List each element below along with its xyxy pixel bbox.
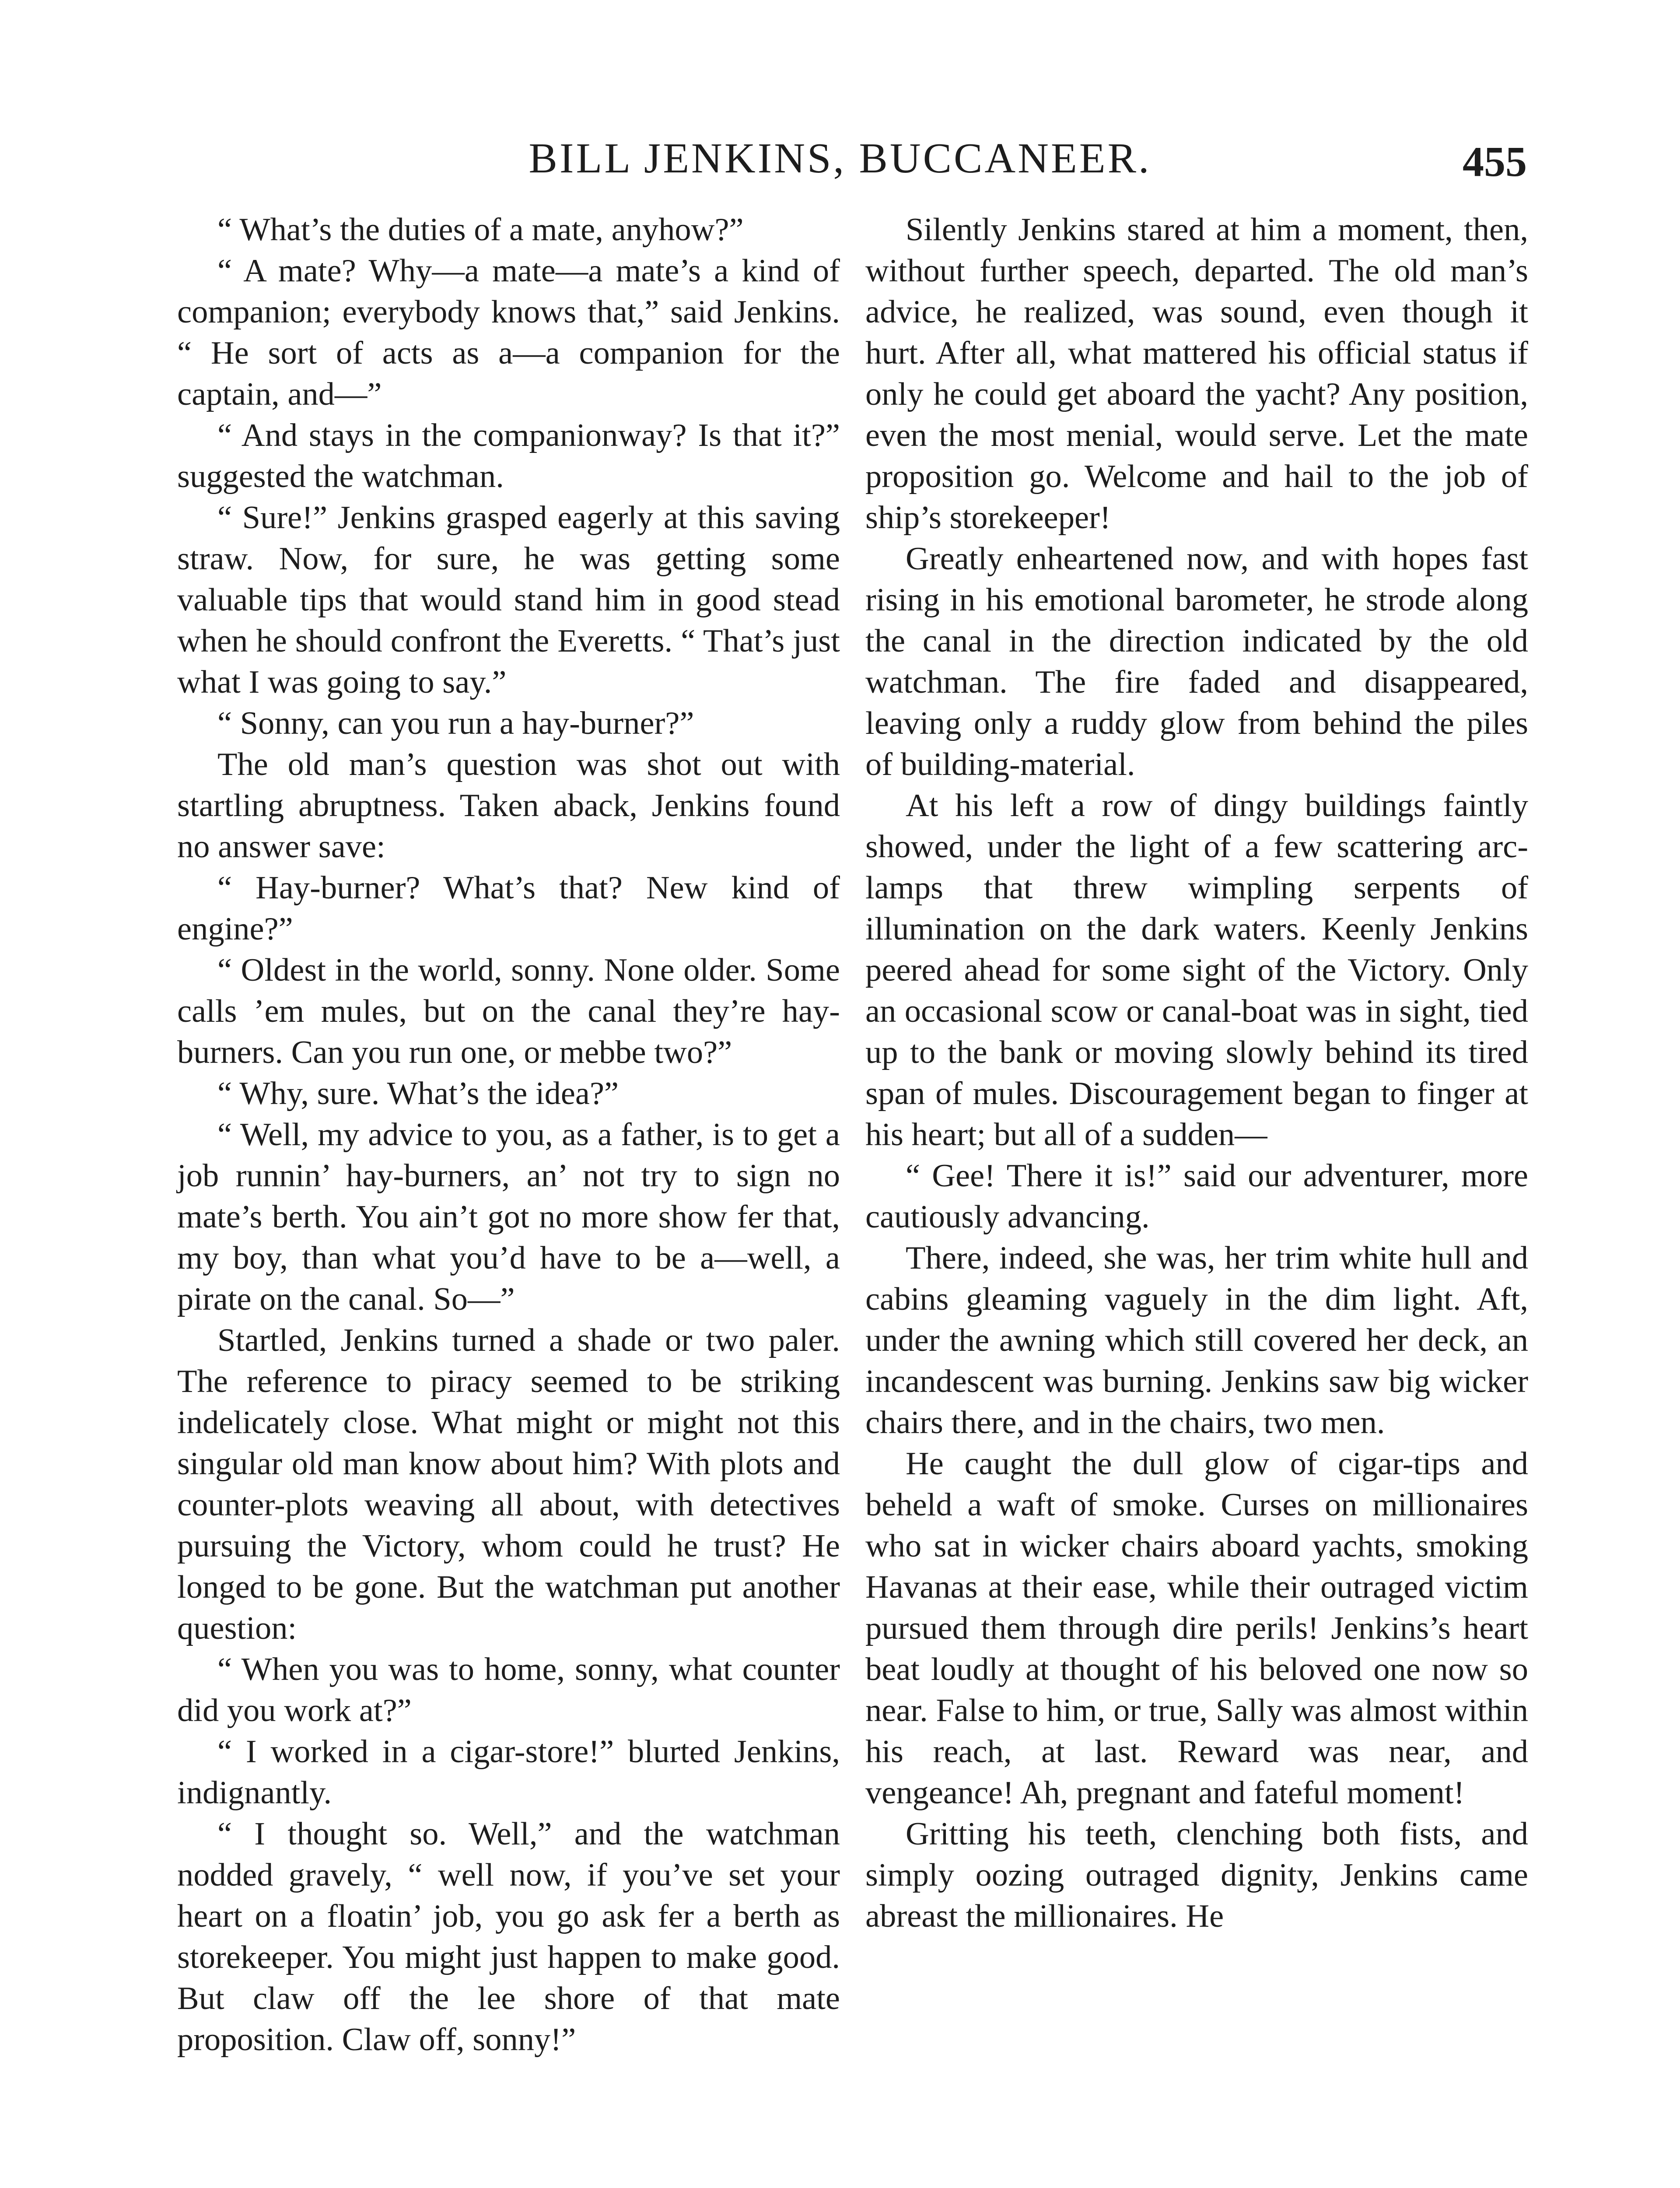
- paragraph: “ Well, my advice to you, as a father, is to get a job runnin’ hay-burners, an’ not try to sign no mate’s berth. You ain’t got no more show fer that, my boy, than what you’d have to be a—well, a pirate on the canal. So—”: [177, 1117, 840, 1317]
- paragraph: “ A mate? Why—a mate—a mate’s a kind of companion; everybody knows that,” said Jenkins. “ He sort of acts as a—a companion for the captain, and—”: [177, 253, 840, 412]
- paragraph: Greatly enheartened now, and with hopes fast rising in his emotional barometer, he strode along the canal in the direction indicated by the old watchman. The fire faded and disappeared, leaving only a ruddy glow from behind the piles of building-material.: [865, 541, 1528, 782]
- paragraph: “ Gee! There it is!” said our adventurer, more cautiously advancing.: [865, 1158, 1528, 1235]
- paragraph: “ I thought so. Well,” and the watchman nodded gravely, “ well now, if you’ve set your heart on a floatin’ job, you go ask fer a berth as storekeeper. You might just happen to make good. But claw off the lee shore of that mate proposition. Claw off, sonny!”: [177, 1816, 840, 2058]
- right-column: [865, 209, 1528, 1937]
- paragraph: “ When you was to home, sonny, what counter did you work at?”: [177, 1652, 840, 1729]
- paragraph: “ And stays in the companionway? Is that it?” suggested the watchman.: [177, 417, 840, 494]
- paragraph: Gritting his teeth, clenching both fists, and simply oozing outraged dignity, Jenkins came abreast the millionaires. He: [865, 1816, 1528, 1934]
- paragraph: “ Why, sure. What’s the idea?”: [217, 1076, 619, 1112]
- paragraph: “ Oldest in the world, sonny. None older. Some calls ’em mules, but on the canal they’re hay-burners. Can you run one, or mebbe two?”: [177, 952, 840, 1070]
- page-header: [153, 128, 1527, 198]
- paragraph: Startled, Jenkins turned a shade or two paler. The reference to piracy seemed to be striking indelicately close. What might or might not this singular old man know about him? With plots and counter-plots weaving all about, with detectives pursuing the Victory, whom could he trust? He longed to be gone. But the watchman put another question:: [177, 1322, 840, 1646]
- paragraph: “ Sonny, can you run a hay-burner?”: [217, 705, 694, 741]
- paragraph: Silently Jenkins stared at him a moment, then, without further speech, departed. The old man’s advice, he realized, was sound, even though it hurt. After all, what mattered his official status if only he could get aboard the yacht? Any position, even the most menial, would serve. Let the mate proposition go. Welcome and hail to the job of ship’s storekeeper!: [865, 212, 1528, 536]
- paragraph: “ I worked in a cigar-store!” blurted Jenkins, indignantly.: [177, 1734, 840, 1811]
- running-title: BILL JENKINS, BUCCANEER.: [528, 135, 1152, 182]
- paragraph: “ What’s the duties of a mate, anyhow?”: [217, 212, 744, 248]
- paragraph: “ Hay-burner? What’s that? New kind of engine?”: [177, 870, 840, 947]
- paragraph: “ Sure!” Jenkins grasped eagerly at this saving straw. Now, for sure, he was getting some valuable tips that would stand him in good stead when he should confront the Everetts. “ That’s just what I was going to say.”: [177, 500, 840, 700]
- paragraph: The old man’s question was shot out with startling abruptness. Taken aback, Jenkins found no answer save:: [177, 747, 840, 865]
- left-column: [177, 209, 840, 2060]
- paragraph: He caught the dull glow of cigar-tips and beheld a waft of smoke. Curses on millionaires who sat in wicker chairs aboard yachts, smoking Havanas at their ease, while their outraged victim pursued them through dire perils! Jenkins’s heart beat loudly at thought of his beloved one now so near. False to him, or true, Sally was almost within his reach, at last. Reward was near, and vengeance! Ah, pregnant and fateful moment!: [865, 1446, 1528, 1811]
- page-number: 455: [1463, 138, 1527, 186]
- paragraph: There, indeed, she was, her trim white hull and cabins gleaming vaguely in the dim light. Aft, under the awning which still covered her deck, an incandescent was burning. Jenkins saw big wicker chairs there, and in the chairs, two men.: [865, 1240, 1528, 1441]
- paragraph: At his left a row of dingy buildings faintly showed, under the light of a few scattering arc-lamps that threw wimpling serpents of illumination on the dark waters. Keenly Jenkins peered ahead for some sight of the Victory. Only an occasional scow or canal-boat was in sight, tied up to the bank or moving slowly behind its tired span of mules. Discouragement began to finger at his heart; but all of a sudden—: [865, 788, 1528, 1153]
